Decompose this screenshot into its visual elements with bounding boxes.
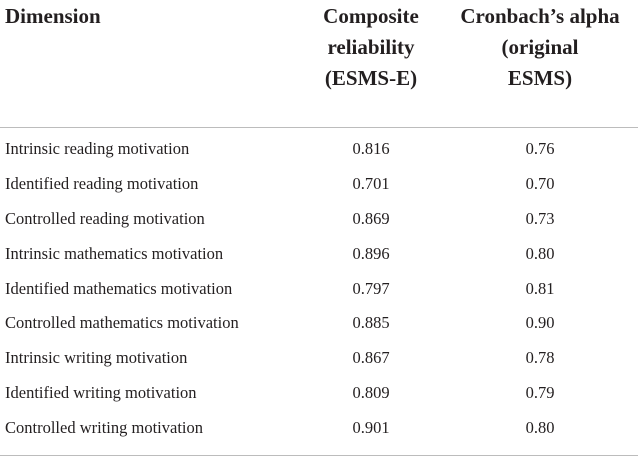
cell-alpha: 0.70 bbox=[525, 173, 555, 193]
cell-dimension: Controlled reading motivation bbox=[5, 208, 205, 228]
table-row bbox=[0, 416, 638, 451]
table-body bbox=[0, 128, 638, 451]
cell-composite: 0.701 bbox=[352, 173, 390, 193]
cell-dimension: Intrinsic mathematics motivation bbox=[5, 243, 224, 263]
cell-alpha: 0.73 bbox=[525, 208, 555, 228]
cell-dimension: Controlled writing motivation bbox=[5, 418, 203, 438]
cell-composite: 0.896 bbox=[352, 243, 390, 263]
cell-dimension: Intrinsic reading motivation bbox=[5, 139, 190, 158]
header-dimension-line: Dimension bbox=[5, 4, 101, 28]
cell-dimension: Identified reading motivation bbox=[5, 173, 199, 193]
table-row bbox=[0, 137, 638, 172]
cell-composite: 0.885 bbox=[352, 313, 390, 333]
header-composite-line: Composite bbox=[323, 4, 419, 28]
table-row bbox=[0, 346, 638, 381]
cell-alpha: 0.78 bbox=[525, 348, 555, 368]
cell-composite: 0.901 bbox=[352, 418, 390, 438]
table-row bbox=[0, 242, 638, 277]
cell-dimension: Identified mathematics motivation bbox=[5, 278, 233, 298]
table-header bbox=[0, 0, 638, 127]
header-composite-line: reliability bbox=[327, 35, 415, 59]
cell-alpha: 0.79 bbox=[525, 383, 555, 403]
header-alpha-line: Cronbach’s alpha bbox=[460, 4, 620, 28]
table-row bbox=[0, 311, 638, 346]
cell-composite: 0.867 bbox=[352, 348, 390, 368]
header-alpha-line: ESMS) bbox=[507, 66, 573, 90]
table-row bbox=[0, 381, 638, 416]
table-row bbox=[0, 277, 638, 312]
cell-composite: 0.809 bbox=[352, 383, 390, 403]
cell-dimension: Intrinsic writing motivation bbox=[5, 348, 188, 368]
table-row bbox=[0, 207, 638, 242]
cell-composite: 0.869 bbox=[352, 208, 390, 228]
cell-alpha: 0.76 bbox=[525, 139, 555, 158]
cell-composite: 0.816 bbox=[352, 139, 390, 158]
header-dimension bbox=[5, 1, 101, 32]
header-cronbach-alpha bbox=[435, 1, 638, 94]
cell-dimension: Controlled mathematics motivation bbox=[5, 313, 239, 333]
header-alpha-line: (original bbox=[501, 35, 579, 59]
table-bottom-divider bbox=[0, 455, 638, 456]
header-composite-line: (ESMS-E) bbox=[324, 66, 418, 90]
cell-dimension: Identified writing motivation bbox=[5, 383, 197, 403]
header-composite-reliability bbox=[303, 1, 439, 94]
cell-composite: 0.797 bbox=[352, 278, 390, 298]
cell-alpha: 0.80 bbox=[525, 243, 555, 263]
table-row bbox=[0, 172, 638, 207]
cell-alpha: 0.80 bbox=[525, 418, 555, 438]
cell-alpha: 0.90 bbox=[525, 313, 555, 333]
cell-alpha: 0.81 bbox=[525, 278, 555, 298]
